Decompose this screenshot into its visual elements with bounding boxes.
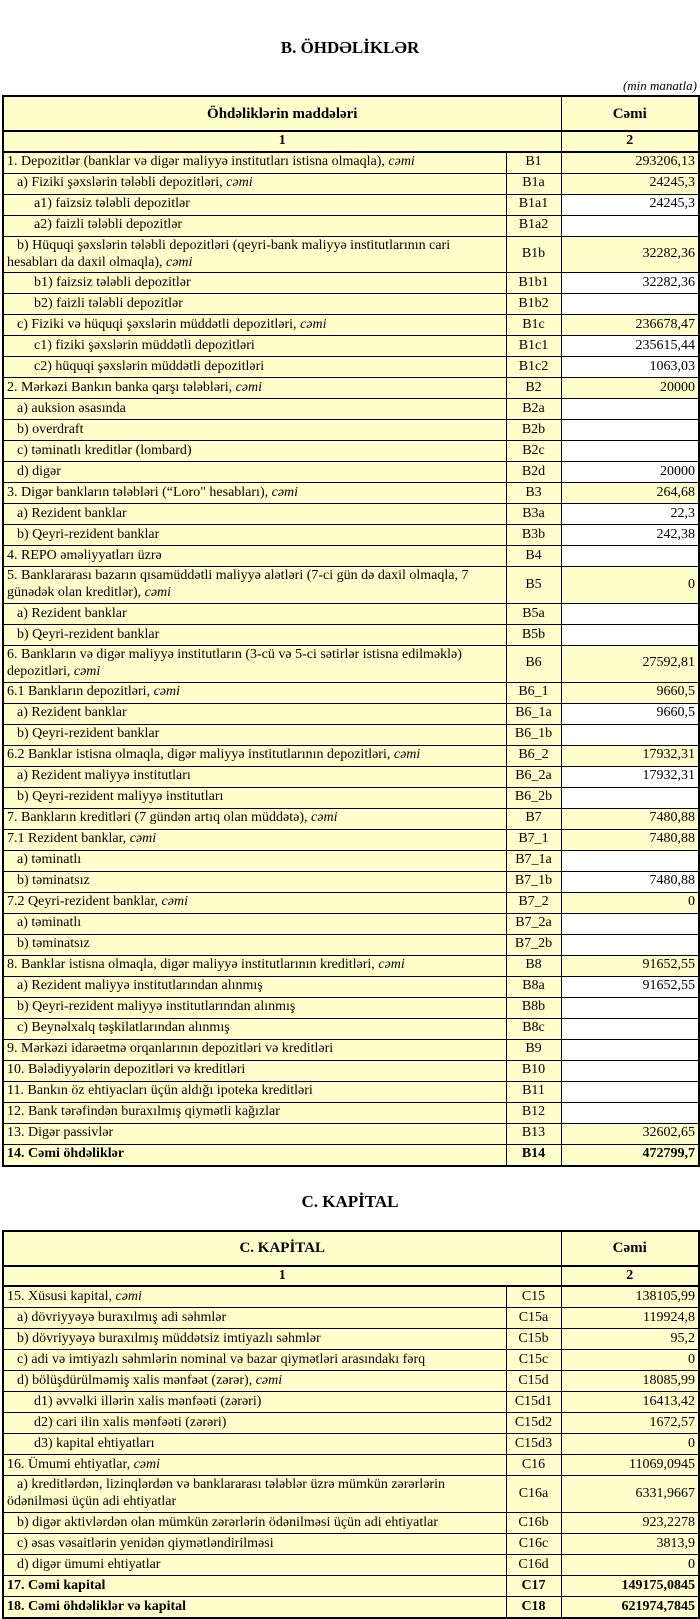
table-row: [3, 378, 699, 399]
row-label-italic-suffix: cəmi: [129, 831, 157, 847]
row-value: 235615,44: [561, 336, 699, 357]
row-code: B11: [506, 1081, 561, 1102]
row-value: [561, 546, 699, 567]
table-row: [3, 483, 699, 504]
row-label: d2) cari ilin xalis mənfəəti (zərəri): [3, 1413, 506, 1434]
row-value: 138105,99: [561, 1286, 699, 1308]
table-row: [3, 1144, 699, 1166]
table-row: [3, 997, 699, 1018]
row-label-italic-suffix: cəmi: [393, 747, 421, 763]
row-value: 149175,0845: [561, 1575, 699, 1596]
row-code: B6_2: [506, 745, 561, 766]
table-row: [3, 976, 699, 997]
col-number-2: 2: [561, 131, 699, 152]
column-number-row: [3, 1266, 699, 1287]
row-value: [561, 603, 699, 624]
row-label: 14. Cəmi öhdəliklər: [3, 1144, 506, 1166]
row-value: 9660,5: [561, 703, 699, 724]
row-label: 8. Banklar istisna olmaqla, digər maliyyə institutlarının kreditləri, cəmi: [3, 955, 506, 976]
row-code: C15d3: [506, 1434, 561, 1455]
row-code: C15b: [506, 1329, 561, 1350]
row-label: a) kreditlərdən, lizinqlərdən və banklararası tələblər üzrə mümkün zərərlərin ödənilməsi üçün adi ehtiyatlar: [3, 1476, 506, 1513]
row-label: 6.2 Banklar istisna olmaqla, digər maliyyə institutlarının depozitləri, cəmi: [3, 745, 506, 766]
row-label: 5. Banklararası bazarın qısamüddətli maliyyə alətləri (7-ci gün də daxil olmaqla, 7 günədək olan kreditlər), cəmi: [3, 567, 506, 604]
row-value: [561, 399, 699, 420]
table-row: [3, 913, 699, 934]
row-value: 1672,57: [561, 1413, 699, 1434]
table-row: [3, 871, 699, 892]
row-value: [561, 850, 699, 871]
row-label-italic-suffix: cəmi: [388, 154, 415, 170]
row-label: c) Beynəlxalq təşkilatlarından alınmış: [3, 1018, 506, 1039]
row-code: B2: [506, 378, 561, 399]
row-value: 11069,0945: [561, 1455, 699, 1476]
row-label-italic-suffix: cəmi: [300, 316, 327, 332]
row-label-italic-suffix: cəmi: [271, 484, 299, 500]
row-value: [561, 624, 699, 645]
table-row: [3, 152, 699, 174]
row-code: C15d1: [506, 1392, 561, 1413]
row-code: B6_2b: [506, 787, 561, 808]
row-code: B12: [506, 1102, 561, 1123]
row-label-italic-suffix: cəmi: [166, 254, 193, 270]
row-value: [561, 913, 699, 934]
row-value: 3813,9: [561, 1533, 699, 1554]
row-code: B7_1: [506, 829, 561, 850]
row-value: [561, 1039, 699, 1060]
table-row: [3, 645, 699, 682]
row-value: 7480,88: [561, 871, 699, 892]
row-code: B1: [506, 152, 561, 174]
row-label: a1) faizsiz tələbli depozitlər: [3, 194, 506, 215]
row-value: [561, 934, 699, 955]
table-row: [3, 1102, 699, 1123]
table-row: [3, 787, 699, 808]
row-value: 32602,65: [561, 1123, 699, 1144]
row-label: 10. Bələdiyyələrin depozitləri və kreditləri: [3, 1060, 506, 1081]
table-row: [3, 1596, 699, 1618]
row-label: 7.1 Rezident banklar, cəmi: [3, 829, 506, 850]
row-code: B7_2: [506, 892, 561, 913]
row-label: b) Hüquqi şəxslərin tələbli depozitləri (qeyri-bank maliyyə institutlarının cari hesabları da daxil olmaqla), cəmi: [3, 236, 506, 273]
row-label: 12. Bank tərəfindən buraxılmış qiymətli kağızlar: [3, 1102, 506, 1123]
row-code: C18: [506, 1596, 561, 1618]
table-row: [3, 934, 699, 955]
row-label: a) Rezident banklar: [3, 603, 506, 624]
row-value: 472799,7: [561, 1144, 699, 1166]
row-label-italic-suffix: cəmi: [73, 663, 101, 679]
row-label-italic-suffix: cəmi: [133, 1456, 161, 1472]
row-code: B5a: [506, 603, 561, 624]
table-row: [3, 808, 699, 829]
table-row: [3, 955, 699, 976]
row-code: B5: [506, 567, 561, 604]
table-row: [3, 294, 699, 315]
row-value: 9660,5: [561, 682, 699, 703]
row-code: B1b: [506, 236, 561, 273]
row-value: [561, 1060, 699, 1081]
row-label-italic-suffix: cəmi: [255, 1372, 283, 1388]
row-value: 7480,88: [561, 808, 699, 829]
table-row: [3, 745, 699, 766]
row-label: a) Fiziki şəxslərin tələbli depozitləri, cəmi: [3, 173, 506, 194]
row-code: B3a: [506, 504, 561, 525]
table-row: [3, 315, 699, 336]
row-value: 20000: [561, 378, 699, 399]
row-label: a2) faizli tələbli depozitlər: [3, 215, 506, 236]
col-number-1: 1: [3, 1266, 561, 1287]
row-code: B1a2: [506, 215, 561, 236]
table-row: [3, 1371, 699, 1392]
row-code: B14: [506, 1144, 561, 1166]
table-row: [3, 1413, 699, 1434]
table-row: [3, 829, 699, 850]
row-code: B7: [506, 808, 561, 829]
row-code: B2a: [506, 399, 561, 420]
row-value: [561, 294, 699, 315]
table-row: [3, 1060, 699, 1081]
row-code: C16: [506, 1455, 561, 1476]
row-label: d1) əvvəlki illərin xalis mənfəəti (zərəri): [3, 1392, 506, 1413]
table-row: [3, 194, 699, 215]
row-value: 264,68: [561, 483, 699, 504]
row-code: B7_1a: [506, 850, 561, 871]
table-row: [3, 766, 699, 787]
table-row: [3, 1512, 699, 1533]
row-label: a) Rezident maliyyə institutları: [3, 766, 506, 787]
table-row: [3, 1329, 699, 1350]
table-row: [3, 1434, 699, 1455]
row-value: 95,2: [561, 1329, 699, 1350]
row-value: 0: [561, 567, 699, 604]
table-row: [3, 1018, 699, 1039]
section-b-title: B. ÖHDƏLİKLƏR: [280, 38, 420, 57]
row-value: 91652,55: [561, 976, 699, 997]
row-label: 7. Bankların kreditləri (7 gündən artıq olan müddətə), cəmi: [3, 808, 506, 829]
row-value: 293206,13: [561, 152, 699, 174]
row-label: b) Qeyri-rezident banklar: [3, 525, 506, 546]
table-row: [3, 173, 699, 194]
table-row: [3, 546, 699, 567]
row-value: 32282,36: [561, 236, 699, 273]
row-code: C15c: [506, 1350, 561, 1371]
row-label-italic-suffix: cəmi: [115, 1288, 142, 1304]
row-label-italic-suffix: cəmi: [235, 379, 263, 395]
row-value: 236678,47: [561, 315, 699, 336]
row-value: [561, 1102, 699, 1123]
row-label: 15. Xüsusi kapital, cəmi: [3, 1286, 506, 1308]
row-label: d) digər ümumi ehtiyatlar: [3, 1554, 506, 1575]
row-code: B3: [506, 483, 561, 504]
table-row: [3, 1308, 699, 1329]
table-row: [3, 703, 699, 724]
row-label: b) təminatsız: [3, 871, 506, 892]
table-row: [3, 724, 699, 745]
table-row: [3, 236, 699, 273]
table-row: [3, 357, 699, 378]
row-label: a) təminatlı: [3, 913, 506, 934]
row-value: 17932,31: [561, 766, 699, 787]
row-label: 7.2 Qeyri-rezident banklar, cəmi: [3, 892, 506, 913]
row-code: B9: [506, 1039, 561, 1060]
row-label-italic-suffix: cəmi: [311, 810, 338, 826]
row-code: B5b: [506, 624, 561, 645]
row-code: B1c1: [506, 336, 561, 357]
row-value: 242,38: [561, 525, 699, 546]
row-code: B8b: [506, 997, 561, 1018]
table-row: [3, 504, 699, 525]
row-value: 0: [561, 1554, 699, 1575]
table-row: [3, 1554, 699, 1575]
row-code: C16b: [506, 1512, 561, 1533]
col-header-items: Öhdəliklərin maddələri: [3, 96, 561, 131]
row-label: c) Fiziki və hüquqi şəxslərin müddətli depozitləri, cəmi: [3, 315, 506, 336]
row-code: B8: [506, 955, 561, 976]
row-value: 22,3: [561, 504, 699, 525]
table-header-row: [3, 96, 699, 131]
row-label: b) Qeyri-rezident banklar: [3, 624, 506, 645]
table-row: [3, 462, 699, 483]
table-row: [3, 682, 699, 703]
table-row: [3, 1575, 699, 1596]
financial-report-page: [0, 38, 700, 1619]
row-code: B6_2a: [506, 766, 561, 787]
row-label: b) təminatsız: [3, 934, 506, 955]
table-row: [3, 1476, 699, 1513]
row-value: 17932,31: [561, 745, 699, 766]
row-code: B7_2b: [506, 934, 561, 955]
row-code: C15a: [506, 1308, 561, 1329]
table-row: [3, 273, 699, 294]
row-label: a) təminatlı: [3, 850, 506, 871]
table-row: [3, 1039, 699, 1060]
row-value: 16413,42: [561, 1392, 699, 1413]
row-code: B1a: [506, 173, 561, 194]
row-value: 621974,7845: [561, 1596, 699, 1618]
row-label: d3) kapital ehtiyatları: [3, 1434, 506, 1455]
table-row: [3, 336, 699, 357]
row-value: 27592,81: [561, 645, 699, 682]
row-value: 923,2278: [561, 1512, 699, 1533]
row-label: 13. Digər passivlər: [3, 1123, 506, 1144]
table-row: [3, 399, 699, 420]
row-label: b) Qeyri-rezident banklar: [3, 724, 506, 745]
row-code: B4: [506, 546, 561, 567]
table-row: [3, 1455, 699, 1476]
row-value: [561, 1081, 699, 1102]
row-code: B6_1b: [506, 724, 561, 745]
table-row: [3, 892, 699, 913]
table-row: [3, 215, 699, 236]
row-value: 91652,55: [561, 955, 699, 976]
col-header-items: C. KAPİTAL: [3, 1231, 561, 1266]
table-row: [3, 603, 699, 624]
row-label: c) adi və imtiyazlı səhmlərin nominal və bazar qiymətləri arasındakı fərq: [3, 1350, 506, 1371]
row-value: 0: [561, 1434, 699, 1455]
row-label: d) bölüşdürülməmiş xalis mənfəət (zərər), cəmi: [3, 1371, 506, 1392]
row-code: B6_1: [506, 682, 561, 703]
row-code: B2c: [506, 441, 561, 462]
row-label: b) Qeyri-rezident maliyyə institutlarından alınmış: [3, 997, 506, 1018]
row-label: a) auksion əsasında: [3, 399, 506, 420]
row-label: 11. Bankın öz ehtiyacları üçün aldığı ipoteka kreditləri: [3, 1081, 506, 1102]
row-code: B1b1: [506, 273, 561, 294]
row-label: 6.1 Bankların depozitləri, cəmi: [3, 682, 506, 703]
table-row: [3, 1286, 699, 1308]
row-label: c) təminatlı kreditlər (lombard): [3, 441, 506, 462]
row-label: a) Rezident maliyyə institutlarından alınmış: [3, 976, 506, 997]
row-code: C15: [506, 1286, 561, 1308]
row-value: [561, 1018, 699, 1039]
row-value: 7480,88: [561, 829, 699, 850]
row-label-italic-suffix: cəmi: [161, 894, 188, 910]
row-label-italic-suffix: cəmi: [226, 175, 253, 191]
row-label-italic-suffix: cəmi: [144, 585, 172, 601]
row-value: [561, 997, 699, 1018]
row-code: C16a: [506, 1476, 561, 1513]
row-code: B6_1a: [506, 703, 561, 724]
table-row: [3, 624, 699, 645]
col-header-total: Cəmi: [561, 96, 699, 131]
row-label-italic-suffix: cəmi: [378, 957, 405, 973]
table-row: [3, 525, 699, 546]
row-label: 18. Cəmi öhdəliklər və kapital: [3, 1596, 506, 1618]
row-code: B8a: [506, 976, 561, 997]
row-value: [561, 441, 699, 462]
table-row: [3, 1350, 699, 1371]
row-label-italic-suffix: cəmi: [153, 684, 181, 700]
row-code: B13: [506, 1123, 561, 1144]
row-label: 4. REPO əməliyyatları üzrə: [3, 546, 506, 567]
row-value: 18085,99: [561, 1371, 699, 1392]
row-code: B1b2: [506, 294, 561, 315]
table-row: [3, 441, 699, 462]
table-row: [3, 420, 699, 441]
row-value: 24245,3: [561, 173, 699, 194]
row-label: 3. Digər bankların tələbləri (“Loro" hesabları), cəmi: [3, 483, 506, 504]
column-number-row: [3, 131, 699, 152]
row-label: b) dövriyyəyə buraxılmış müddətsiz imtiyazlı səhmlər: [3, 1329, 506, 1350]
col-header-total: Cəmi: [561, 1231, 699, 1266]
capital-table: [2, 1230, 700, 1619]
row-value: 119924,8: [561, 1308, 699, 1329]
row-label: 17. Cəmi kapital: [3, 1575, 506, 1596]
row-value: 1063,03: [561, 357, 699, 378]
row-label: a) Rezident banklar: [3, 703, 506, 724]
unit-note: (min manatla): [622, 78, 697, 93]
table-header-row: [3, 1231, 699, 1266]
table-row: [3, 1081, 699, 1102]
row-code: B8c: [506, 1018, 561, 1039]
row-code: C17: [506, 1575, 561, 1596]
row-value: [561, 724, 699, 745]
row-value: 6331,9667: [561, 1476, 699, 1513]
row-label: b1) faizsiz tələbli depozitlər: [3, 273, 506, 294]
row-code: B7_2a: [506, 913, 561, 934]
row-value: [561, 215, 699, 236]
row-label: 2. Mərkəzi Bankın banka qarşı tələbləri, cəmi: [3, 378, 506, 399]
row-value: [561, 420, 699, 441]
row-label: a) Rezident banklar: [3, 504, 506, 525]
table-row: [3, 1123, 699, 1144]
row-value: 32282,36: [561, 273, 699, 294]
row-label: 16. Ümumi ehtiyatlar, cəmi: [3, 1455, 506, 1476]
row-label: 6. Bankların və digər maliyyə institutların (3-cü və 5-ci sətirlər istisna edilməklə) depozitləri, cəmi: [3, 645, 506, 682]
row-label: a) dövriyyəyə buraxılmış adi səhmlər: [3, 1308, 506, 1329]
col-number-2: 2: [561, 1266, 699, 1287]
row-label: d) digər: [3, 462, 506, 483]
row-value: 24245,3: [561, 194, 699, 215]
section-c-title: C. KAPİTAL: [301, 1191, 399, 1211]
row-label: b) overdraft: [3, 420, 506, 441]
row-code: C16d: [506, 1554, 561, 1575]
row-code: B2d: [506, 462, 561, 483]
table-row: [3, 1392, 699, 1413]
table-row: [3, 850, 699, 871]
row-value: 0: [561, 892, 699, 913]
row-code: B2b: [506, 420, 561, 441]
row-label: 9. Mərkəzi idarəetmə orqanlarının depozitləri və kreditləri: [3, 1039, 506, 1060]
row-value: [561, 787, 699, 808]
row-label: c1) fiziki şəxslərin müddətli depozitləri: [3, 336, 506, 357]
row-code: C16c: [506, 1533, 561, 1554]
col-number-1: 1: [3, 131, 561, 152]
table-row: [3, 1533, 699, 1554]
row-label: 1. Depozitlər (banklar və digər maliyyə institutları istisna olmaqla), cəmi: [3, 152, 506, 174]
row-label: c) əsas vəsaitlərin yenidən qiymətləndirilməsi: [3, 1533, 506, 1554]
table-row: [3, 567, 699, 604]
row-code: C15d: [506, 1371, 561, 1392]
row-code: C15d2: [506, 1413, 561, 1434]
row-code: B1c2: [506, 357, 561, 378]
row-value: 0: [561, 1350, 699, 1371]
row-code: B10: [506, 1060, 561, 1081]
row-code: B6: [506, 645, 561, 682]
row-code: B1c: [506, 315, 561, 336]
row-code: B1a1: [506, 194, 561, 215]
liabilities-table: [2, 95, 700, 1167]
row-label: b2) faizli tələbli depozitlər: [3, 294, 506, 315]
row-label: b) digər aktivlərdən olan mümkün zərərlərin ödənilməsi üçün adi ehtiyatlar: [3, 1512, 506, 1533]
row-code: B3b: [506, 525, 561, 546]
row-value: 20000: [561, 462, 699, 483]
row-label: b) Qeyri-rezident maliyyə institutları: [3, 787, 506, 808]
row-label: c2) hüquqi şəxslərin müddətli depozitləri: [3, 357, 506, 378]
row-code: B7_1b: [506, 871, 561, 892]
